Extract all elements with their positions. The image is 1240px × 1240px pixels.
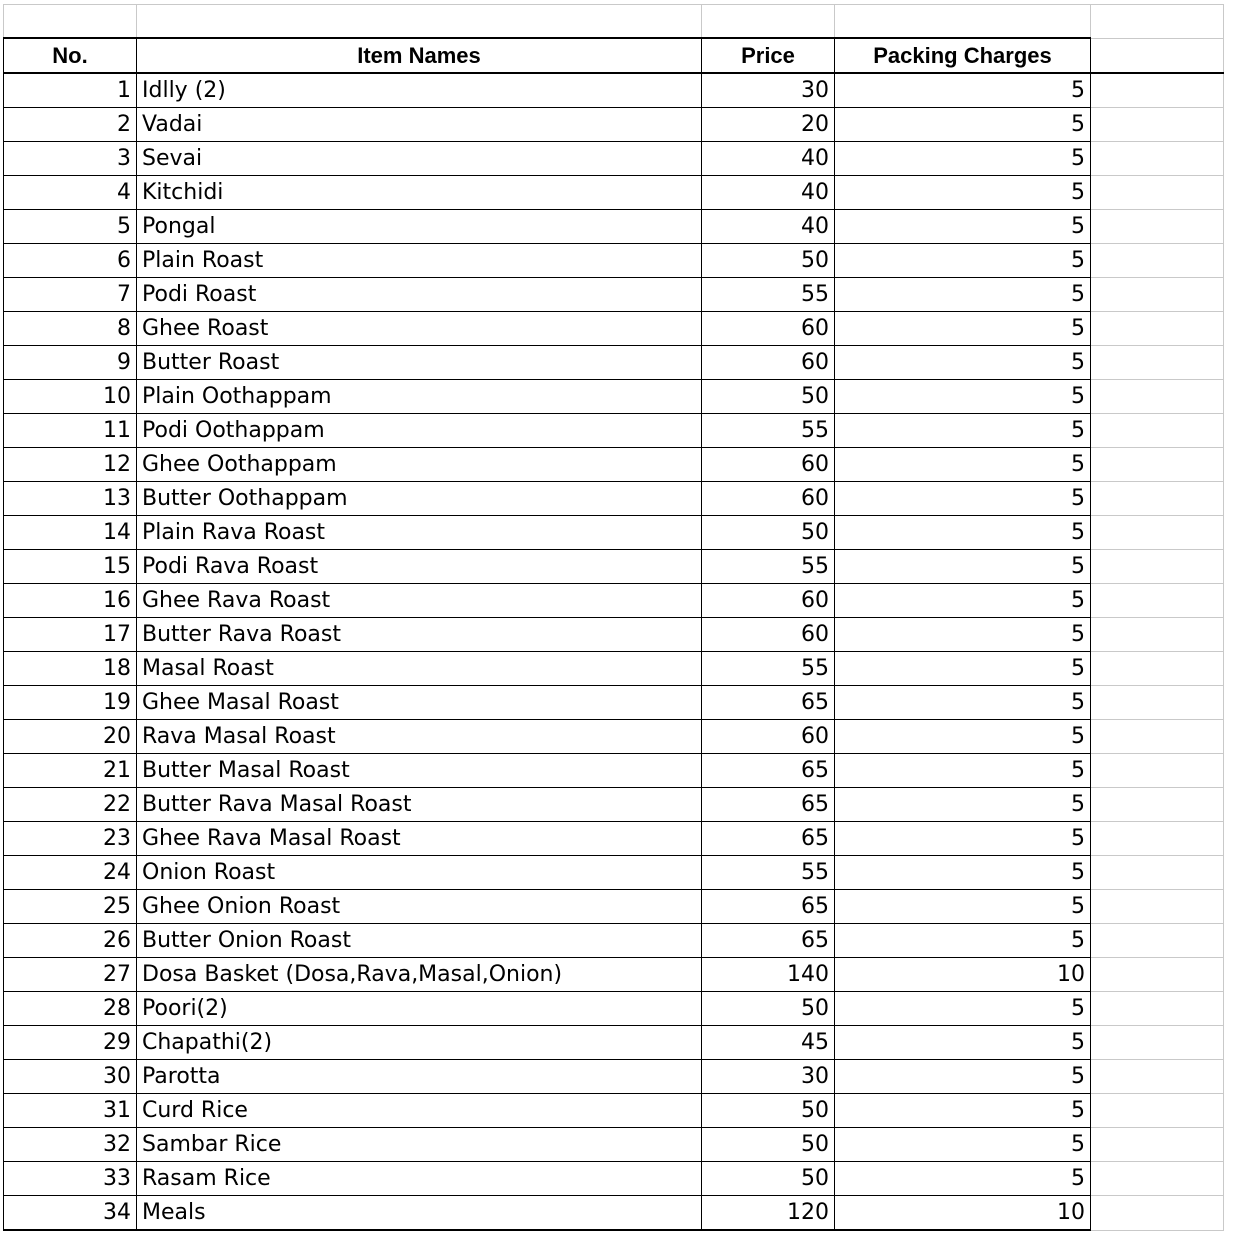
cell-no[interactable]: 26	[4, 924, 137, 958]
empty-cell[interactable]	[1091, 448, 1224, 482]
table-row	[4, 890, 1224, 924]
cell-price[interactable]: 50	[702, 1128, 835, 1162]
empty-cell[interactable]	[1091, 1060, 1224, 1094]
cell-price[interactable]: 50	[702, 1094, 835, 1128]
empty-cell[interactable]	[1091, 550, 1224, 584]
cell-packing-charges[interactable]: 5	[835, 686, 1091, 720]
empty-cell[interactable]	[1091, 5, 1224, 39]
cell-no[interactable]: 13	[4, 482, 137, 516]
cell-price[interactable]: 60	[702, 618, 835, 652]
empty-cell[interactable]	[1091, 73, 1224, 108]
cell-no[interactable]: 17	[4, 618, 137, 652]
cell-no[interactable]: 28	[4, 992, 137, 1026]
empty-cell[interactable]	[1091, 856, 1224, 890]
table-row	[4, 312, 1224, 346]
cell-price[interactable]: 65	[702, 924, 835, 958]
table-row	[4, 584, 1224, 618]
cell-packing-charges[interactable]: 5	[835, 346, 1091, 380]
cell-item-name[interactable]: Kitchidi	[137, 176, 702, 210]
cell-packing-charges[interactable]: 10	[835, 1196, 1091, 1231]
cell-no[interactable]: 22	[4, 788, 137, 822]
cell-price[interactable]: 65	[702, 822, 835, 856]
cell-packing-charges[interactable]: 5	[835, 1094, 1091, 1128]
table-row	[4, 924, 1224, 958]
table-row	[4, 1196, 1224, 1231]
cell-price[interactable]: 65	[702, 686, 835, 720]
cell-packing-charges[interactable]: 5	[835, 278, 1091, 312]
cell-item-name[interactable]: Onion Roast	[137, 856, 702, 890]
cell-price[interactable]: 55	[702, 414, 835, 448]
table-row	[4, 73, 1224, 108]
cell-no[interactable]: 10	[4, 380, 137, 414]
table-row	[4, 278, 1224, 312]
cell-no[interactable]: 29	[4, 1026, 137, 1060]
cell-item-name[interactable]: Ghee Rava Masal Roast	[137, 822, 702, 856]
cell-price[interactable]: 30	[702, 73, 835, 108]
cell-no[interactable]: 30	[4, 1060, 137, 1094]
cell-no[interactable]: 2	[4, 108, 137, 142]
empty-cell[interactable]	[137, 5, 702, 39]
table-row	[4, 482, 1224, 516]
table-row	[4, 1162, 1224, 1196]
cell-item-name[interactable]: Rava Masal Roast	[137, 720, 702, 754]
cell-item-name[interactable]: Butter Masal Roast	[137, 754, 702, 788]
table-row	[4, 618, 1224, 652]
cell-price[interactable]: 65	[702, 788, 835, 822]
cell-price[interactable]: 60	[702, 448, 835, 482]
cell-no[interactable]: 6	[4, 244, 137, 278]
empty-cell[interactable]	[1091, 754, 1224, 788]
empty-cell[interactable]	[1091, 346, 1224, 380]
empty-cell[interactable]	[835, 5, 1091, 39]
empty-cell[interactable]	[1091, 958, 1224, 992]
cell-no[interactable]: 34	[4, 1196, 137, 1231]
table-row	[4, 992, 1224, 1026]
empty-cell[interactable]	[1091, 890, 1224, 924]
empty-cell[interactable]	[1091, 618, 1224, 652]
cell-item-name[interactable]: Plain Roast	[137, 244, 702, 278]
cell-item-name[interactable]: Curd Rice	[137, 1094, 702, 1128]
cell-packing-charges[interactable]: 5	[835, 992, 1091, 1026]
cell-item-name[interactable]: Sevai	[137, 142, 702, 176]
empty-cell[interactable]	[1091, 1026, 1224, 1060]
cell-packing-charges[interactable]: 5	[835, 380, 1091, 414]
cell-item-name[interactable]: Rasam Rice	[137, 1162, 702, 1196]
empty-cell[interactable]	[1091, 414, 1224, 448]
cell-price[interactable]: 140	[702, 958, 835, 992]
table-row	[4, 210, 1224, 244]
empty-cell[interactable]	[1091, 108, 1224, 142]
cell-no[interactable]: 12	[4, 448, 137, 482]
table-row	[4, 1026, 1224, 1060]
cell-item-name[interactable]: Plain Rava Roast	[137, 516, 702, 550]
empty-cell[interactable]	[1091, 1162, 1224, 1196]
cell-price[interactable]: 20	[702, 108, 835, 142]
cell-item-name[interactable]: Vadai	[137, 108, 702, 142]
table-row	[4, 1128, 1224, 1162]
empty-cell[interactable]	[1091, 584, 1224, 618]
cell-packing-charges[interactable]: 5	[835, 516, 1091, 550]
cell-packing-charges[interactable]: 5	[835, 788, 1091, 822]
cell-price[interactable]: 50	[702, 516, 835, 550]
cell-no[interactable]: 4	[4, 176, 137, 210]
cell-price[interactable]: 40	[702, 210, 835, 244]
empty-cell[interactable]	[1091, 244, 1224, 278]
cell-packing-charges[interactable]: 5	[835, 720, 1091, 754]
cell-price[interactable]: 40	[702, 142, 835, 176]
cell-price[interactable]: 60	[702, 482, 835, 516]
cell-packing-charges[interactable]: 5	[835, 618, 1091, 652]
table-row	[4, 856, 1224, 890]
cell-no[interactable]: 21	[4, 754, 137, 788]
cell-no[interactable]: 9	[4, 346, 137, 380]
cell-packing-charges[interactable]: 5	[835, 482, 1091, 516]
cell-price[interactable]: 50	[702, 380, 835, 414]
cell-price[interactable]: 60	[702, 346, 835, 380]
cell-no[interactable]: 23	[4, 822, 137, 856]
cell-packing-charges[interactable]: 5	[835, 142, 1091, 176]
empty-cell[interactable]	[1091, 142, 1224, 176]
cell-no[interactable]: 3	[4, 142, 137, 176]
cell-no[interactable]: 8	[4, 312, 137, 346]
empty-cell[interactable]	[1091, 788, 1224, 822]
table-row	[4, 788, 1224, 822]
cell-packing-charges[interactable]: 10	[835, 958, 1091, 992]
empty-cell[interactable]	[1091, 822, 1224, 856]
cell-no[interactable]: 7	[4, 278, 137, 312]
cell-price[interactable]: 50	[702, 1162, 835, 1196]
cell-item-name[interactable]: Butter Onion Roast	[137, 924, 702, 958]
cell-price[interactable]: 60	[702, 720, 835, 754]
empty-cell[interactable]	[1091, 278, 1224, 312]
cell-item-name[interactable]: Podi Roast	[137, 278, 702, 312]
cell-no[interactable]: 32	[4, 1128, 137, 1162]
cell-item-name[interactable]: Butter Rava Roast	[137, 618, 702, 652]
table-row	[4, 516, 1224, 550]
table-row	[4, 1060, 1224, 1094]
cell-no[interactable]: 20	[4, 720, 137, 754]
empty-cell[interactable]	[1091, 516, 1224, 550]
empty-cell[interactable]	[1091, 686, 1224, 720]
cell-packing-charges[interactable]: 5	[835, 176, 1091, 210]
cell-item-name[interactable]: Plain Oothappam	[137, 380, 702, 414]
table-row	[4, 550, 1224, 584]
empty-cell[interactable]	[1091, 1128, 1224, 1162]
cell-no[interactable]: 15	[4, 550, 137, 584]
cell-no[interactable]: 19	[4, 686, 137, 720]
cell-no[interactable]: 27	[4, 958, 137, 992]
empty-cell[interactable]	[1091, 652, 1224, 686]
table-row	[4, 142, 1224, 176]
cell-packing-charges[interactable]: 5	[835, 754, 1091, 788]
cell-item-name[interactable]: Ghee Rava Roast	[137, 584, 702, 618]
cell-item-name[interactable]: Podi Rava Roast	[137, 550, 702, 584]
cell-no[interactable]: 24	[4, 856, 137, 890]
table-row	[4, 244, 1224, 278]
cell-price[interactable]: 40	[702, 176, 835, 210]
empty-cell[interactable]	[1091, 38, 1224, 73]
spreadsheet	[3, 4, 1224, 1231]
cell-packing-charges[interactable]: 5	[835, 856, 1091, 890]
cell-price[interactable]: 30	[702, 1060, 835, 1094]
cell-packing-charges[interactable]: 5	[835, 822, 1091, 856]
table-row	[4, 1094, 1224, 1128]
table-row	[4, 380, 1224, 414]
cell-item-name[interactable]: Meals	[137, 1196, 702, 1231]
cell-no[interactable]: 16	[4, 584, 137, 618]
table-row	[4, 652, 1224, 686]
cell-price[interactable]: 60	[702, 584, 835, 618]
cell-price[interactable]: 55	[702, 856, 835, 890]
table-row	[4, 720, 1224, 754]
cell-price[interactable]: 65	[702, 890, 835, 924]
cell-packing-charges[interactable]: 5	[835, 414, 1091, 448]
empty-cell[interactable]	[1091, 992, 1224, 1026]
cell-no[interactable]: 33	[4, 1162, 137, 1196]
table-row	[4, 686, 1224, 720]
table-row	[4, 176, 1224, 210]
cell-packing-charges[interactable]: 5	[835, 244, 1091, 278]
empty-row	[4, 5, 1224, 39]
empty-cell[interactable]	[1091, 312, 1224, 346]
cell-item-name[interactable]: Idlly (2)	[137, 73, 702, 108]
cell-packing-charges[interactable]: 5	[835, 890, 1091, 924]
cell-packing-charges[interactable]: 5	[835, 1162, 1091, 1196]
cell-item-name[interactable]: Butter Rava Masal Roast	[137, 788, 702, 822]
cell-packing-charges[interactable]: 5	[835, 1128, 1091, 1162]
cell-packing-charges[interactable]: 5	[835, 924, 1091, 958]
cell-price[interactable]: 55	[702, 278, 835, 312]
table-row	[4, 958, 1224, 992]
cell-item-name[interactable]: Poori(2)	[137, 992, 702, 1026]
cell-no[interactable]: 14	[4, 516, 137, 550]
table-row	[4, 346, 1224, 380]
cell-price[interactable]: 120	[702, 1196, 835, 1231]
cell-item-name[interactable]: Butter Roast	[137, 346, 702, 380]
cell-no[interactable]: 18	[4, 652, 137, 686]
cell-item-name[interactable]: Ghee Onion Roast	[137, 890, 702, 924]
cell-item-name[interactable]: Ghee Masal Roast	[137, 686, 702, 720]
cell-no[interactable]: 25	[4, 890, 137, 924]
header-cell-no[interactable]: No.	[4, 38, 137, 73]
cell-packing-charges[interactable]: 5	[835, 550, 1091, 584]
cell-packing-charges[interactable]: 5	[835, 312, 1091, 346]
cell-item-name[interactable]: Pongal	[137, 210, 702, 244]
empty-cell[interactable]	[1091, 924, 1224, 958]
cell-packing-charges[interactable]: 5	[835, 1060, 1091, 1094]
empty-cell[interactable]	[1091, 720, 1224, 754]
cell-price[interactable]: 55	[702, 652, 835, 686]
empty-cell[interactable]	[1091, 380, 1224, 414]
cell-item-name[interactable]: Ghee Oothappam	[137, 448, 702, 482]
cell-packing-charges[interactable]: 5	[835, 108, 1091, 142]
cell-packing-charges[interactable]: 5	[835, 1026, 1091, 1060]
empty-cell[interactable]	[1091, 482, 1224, 516]
cell-item-name[interactable]: Dosa Basket (Dosa,Rava,Masal,Onion)	[137, 958, 702, 992]
cell-item-name[interactable]: Podi Oothappam	[137, 414, 702, 448]
cell-price[interactable]: 45	[702, 1026, 835, 1060]
empty-cell[interactable]	[702, 5, 835, 39]
empty-cell[interactable]	[1091, 176, 1224, 210]
cell-item-name[interactable]: Masal Roast	[137, 652, 702, 686]
header-cell-item-names[interactable]: Item Names	[137, 38, 702, 73]
table-row	[4, 414, 1224, 448]
menu-price-table	[3, 4, 1224, 1231]
cell-price[interactable]: 60	[702, 312, 835, 346]
cell-no[interactable]: 31	[4, 1094, 137, 1128]
empty-cell[interactable]	[1091, 1196, 1224, 1231]
table-row	[4, 754, 1224, 788]
table-row	[4, 108, 1224, 142]
cell-item-name[interactable]: Butter Oothappam	[137, 482, 702, 516]
cell-item-name[interactable]: Sambar Rice	[137, 1128, 702, 1162]
header-cell-packing-charges[interactable]: Packing Charges	[835, 38, 1091, 73]
cell-no[interactable]: 1	[4, 73, 137, 108]
table-row	[4, 822, 1224, 856]
header-cell-price[interactable]: Price	[702, 38, 835, 73]
empty-cell[interactable]	[1091, 1094, 1224, 1128]
header-row	[4, 38, 1224, 73]
cell-packing-charges[interactable]: 5	[835, 210, 1091, 244]
cell-item-name[interactable]: Ghee Roast	[137, 312, 702, 346]
empty-cell[interactable]	[4, 5, 137, 39]
cell-item-name[interactable]: Parotta	[137, 1060, 702, 1094]
cell-no[interactable]: 5	[4, 210, 137, 244]
table-row	[4, 448, 1224, 482]
cell-packing-charges[interactable]: 5	[835, 448, 1091, 482]
cell-item-name[interactable]: Chapathi(2)	[137, 1026, 702, 1060]
cell-price[interactable]: 55	[702, 550, 835, 584]
cell-price[interactable]: 50	[702, 992, 835, 1026]
empty-cell[interactable]	[1091, 210, 1224, 244]
cell-no[interactable]: 11	[4, 414, 137, 448]
cell-price[interactable]: 65	[702, 754, 835, 788]
cell-packing-charges[interactable]: 5	[835, 73, 1091, 108]
cell-packing-charges[interactable]: 5	[835, 652, 1091, 686]
cell-price[interactable]: 50	[702, 244, 835, 278]
cell-packing-charges[interactable]: 5	[835, 584, 1091, 618]
